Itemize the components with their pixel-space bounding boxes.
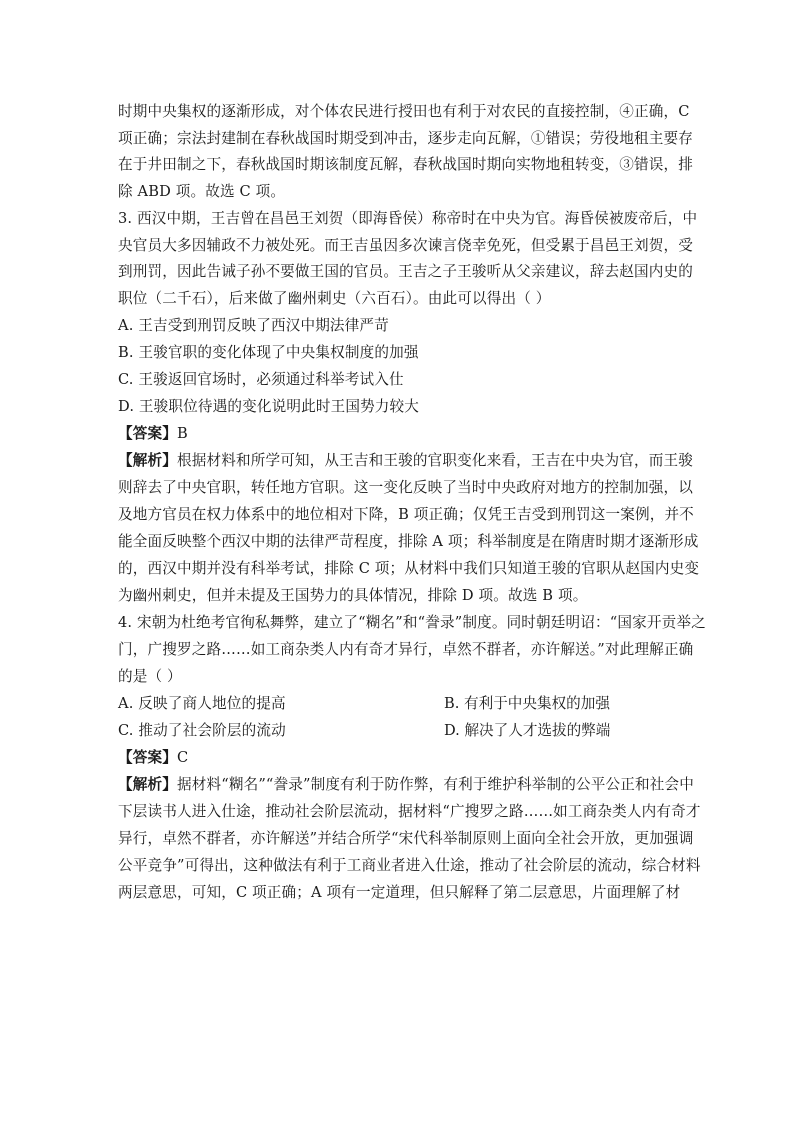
q4-analysis-line — [118, 775, 694, 795]
answer-label: 【答案】 — [118, 425, 177, 442]
q3-option-a: A. 王吉受到刑罚反映了西汉中期法律严苛 — [118, 317, 389, 334]
q3-analysis-line — [118, 451, 694, 471]
q4-option-c: C. 推动了社会阶层的流动 — [118, 722, 286, 739]
q4-analysis-line: 两层意思，可知，C 项正确；A 项有一定道理，但只解释了第二层意思，片面理解了材 — [118, 884, 681, 901]
q3-analysis-line: 及地方官员在权力体系中的地位相对下降，B 项正确；仅凭王吉受到刑罚这一案例，并不 — [118, 506, 694, 523]
q4-stem-line: 门，广搜罗之路……如工商杂类人内有奇才异行，卓然不群者，亦许解送。”对此理解正确 — [118, 641, 694, 658]
q4-stem-line: 的是（ ） — [118, 668, 182, 685]
answer-label: 【答案】 — [118, 749, 177, 766]
q3-answer — [118, 424, 678, 444]
q3-analysis-line: 的，西汉中期并没有科举考试，排除 C 项；从材料中我们只知道王骏的官职从赵国内史变 — [118, 560, 700, 577]
q3-stem-line: 职位（二千石），后来做了幽州刺史（六百石）。由此可以得出（ ） — [118, 290, 551, 307]
q3-stem-line: 3. 西汉中期，王吉曾在昌邑王刘贺（即海昏侯）称帝时在中央为官。海昏侯被废帝后，中 — [118, 210, 698, 227]
analysis-label: 【解析】 — [118, 452, 177, 469]
q3-analysis-line: 则辞去了中央官职，转任地方官职。这一变化反映了当时中央政府对地方的控制加强，以 — [118, 479, 694, 496]
q3-option-c: C. 王骏返回官场时，必须通过科举考试入仕 — [118, 371, 404, 388]
analysis-label: 【解析】 — [118, 776, 177, 793]
intro-line: 除 ABD 项。故选 C 项。 — [118, 183, 286, 200]
q4-analysis-line: 下层读书人进入仕途，推动社会阶层流动，据材料“广搜罗之路……如工商杂类人内有奇才 — [118, 803, 701, 820]
q3-option-d: D. 王骏职位待遇的变化说明此时王国势力较大 — [118, 398, 420, 415]
intro-line: 在于井田制之下，春秋战国时期该制度瓦解，春秋战国时期向实物地租转变，③错误，排 — [118, 156, 694, 173]
analysis-text: 据材料“糊名”“誊录”制度有利于防作弊，有利于维护科举制的公平公正和社会中 — [176, 776, 694, 793]
q4-option-d: D. 解决了人才选拔的弊端 — [444, 722, 611, 739]
q4-analysis-line: 公平竞争”可得出，这种做法有利于工商业者进入仕途，推动了社会阶层的流动，综合材料 — [118, 857, 701, 874]
q3-analysis-line: 能全面反映整个西汉中期的法律严苛程度，排除 A 项；科举制度是在隋唐时期才逐渐形成 — [118, 533, 699, 550]
q4-answer — [118, 748, 678, 768]
answer-value: B — [176, 425, 188, 442]
analysis-text: 根据材料和所学可知，从王吉和王骏的官职变化来看，王吉在中央为官，而王骏 — [176, 452, 694, 469]
intro-line: 时期中央集权的逐渐形成，对个体农民进行授田也有利于对农民的直接控制，④正确，C — [118, 103, 690, 120]
q4-option-b: B. 有利于中央集权的加强 — [444, 695, 610, 712]
q4-option-a: A. 反映了商人地位的提高 — [118, 695, 286, 712]
q4-analysis-line: 异行，卓然不群者，亦许解送”并结合所学“宋代科举制原则上面向全社会开放，更加强调 — [118, 830, 694, 847]
intro-line: 项正确；宗法封建制在春秋战国时期受到冲击，逐步走向瓦解，①错误；劳役地租主要存 — [118, 130, 694, 147]
q3-analysis-line: 为幽州刺史，但并未提及王国势力的具体情况，排除 D 项。故选 B 项。 — [118, 587, 588, 604]
q3-option-b: B. 王骏官职的变化体现了中央集权制度的加强 — [118, 344, 419, 361]
q4-stem-line: 4. 宋朝为杜绝考官徇私舞弊，建立了“糊名”和“誊录”制度。同时朝廷明诏：“国家开贡举之 — [118, 614, 706, 631]
q3-stem-line: 央官员大多因辅政不力被处死。而王吉虽因多次谏言侥幸免死，但受累于昌邑王刘贺，受 — [118, 237, 694, 254]
q3-stem-line: 到刑罚，因此告诫子孙不要做王国的官员。王吉之子王骏听从父亲建议，辞去赵国内史的 — [118, 263, 694, 280]
answer-value: C — [176, 749, 189, 766]
